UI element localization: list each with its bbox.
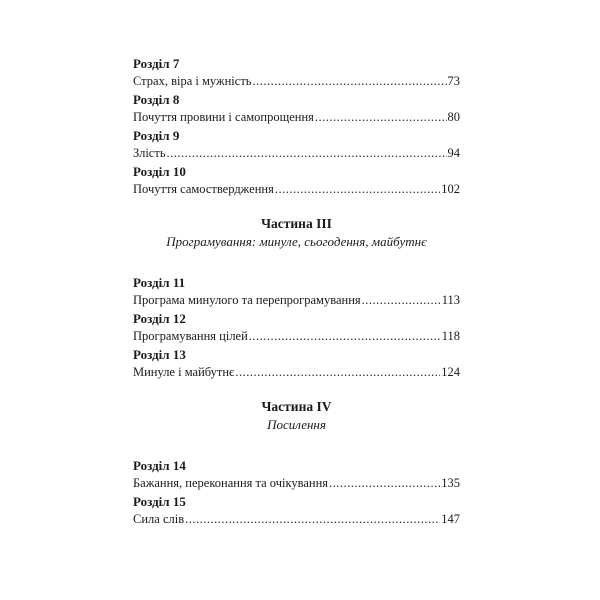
chapter-title: Бажання, переконання та очікування xyxy=(133,476,329,490)
page-number: 135 xyxy=(441,476,460,490)
toc-entry xyxy=(133,510,460,528)
page-number: 124 xyxy=(441,365,460,379)
chapter-title: Почуття самоствердження xyxy=(133,182,274,196)
page-number: 118 xyxy=(441,329,460,343)
toc-entry xyxy=(133,144,460,162)
toc-chapter-8 xyxy=(133,91,460,126)
chapter-title: Злість xyxy=(133,146,166,160)
dot-leader xyxy=(185,510,440,528)
toc-part-4 xyxy=(133,398,460,434)
chapter-title: Програма минулого та перепрограмування xyxy=(133,293,361,307)
chapter-label: Розділ 13 xyxy=(133,347,186,362)
toc-chapter-10 xyxy=(133,163,460,198)
chapter-label: Розділ 10 xyxy=(133,164,186,179)
toc-entry xyxy=(133,291,460,309)
toc-chapter-9 xyxy=(133,127,460,162)
toc-entry xyxy=(133,72,460,90)
dot-leader xyxy=(167,144,447,162)
chapter-title: Почуття провини і самопрощення xyxy=(133,110,314,124)
chapter-label: Розділ 12 xyxy=(133,311,186,326)
part-title: Частина IV xyxy=(261,399,332,414)
chapter-title: Страх, віра і мужність xyxy=(133,74,252,88)
chapter-title: Минуле і майбутнє xyxy=(133,365,235,379)
part-title: Частина III xyxy=(261,216,332,231)
dot-leader xyxy=(362,291,441,309)
chapter-title: Програмування цілей xyxy=(133,329,248,343)
chapter-title: Сила слів xyxy=(133,512,185,526)
toc-entry xyxy=(133,363,460,381)
dot-leader xyxy=(235,363,440,381)
chapter-label: Розділ 15 xyxy=(133,494,186,509)
chapter-label: Розділ 8 xyxy=(133,92,180,107)
chapter-label: Розділ 14 xyxy=(133,458,186,473)
dot-leader xyxy=(249,327,441,345)
toc-chapter-7 xyxy=(133,55,460,90)
toc-chapter-14 xyxy=(133,457,460,492)
toc-chapter-15 xyxy=(133,493,460,528)
toc-chapter-11 xyxy=(133,274,460,309)
dot-leader xyxy=(329,474,440,492)
part-subtitle: Програмування: минуле, сьогодення, майбутнє xyxy=(166,234,427,249)
toc-entry xyxy=(133,180,460,198)
chapter-label: Розділ 9 xyxy=(133,128,180,143)
page-number: 73 xyxy=(447,74,460,88)
dot-leader xyxy=(315,108,447,126)
chapter-label: Розділ 7 xyxy=(133,56,180,71)
dot-leader xyxy=(253,72,447,90)
toc-chapter-12 xyxy=(133,310,460,345)
toc-entry xyxy=(133,327,460,345)
chapter-label: Розділ 11 xyxy=(133,275,186,290)
page-number: 94 xyxy=(447,146,460,160)
toc-chapter-13 xyxy=(133,346,460,381)
toc-entry xyxy=(133,474,460,492)
toc-entry xyxy=(133,108,460,126)
dot-leader xyxy=(275,180,440,198)
part-subtitle: Посилення xyxy=(267,417,326,432)
page-number: 113 xyxy=(441,293,460,307)
page-number: 102 xyxy=(441,182,460,196)
table-of-contents xyxy=(133,50,460,529)
page-number: 147 xyxy=(441,512,460,526)
page-number: 80 xyxy=(447,110,460,124)
toc-part-3 xyxy=(133,215,460,251)
